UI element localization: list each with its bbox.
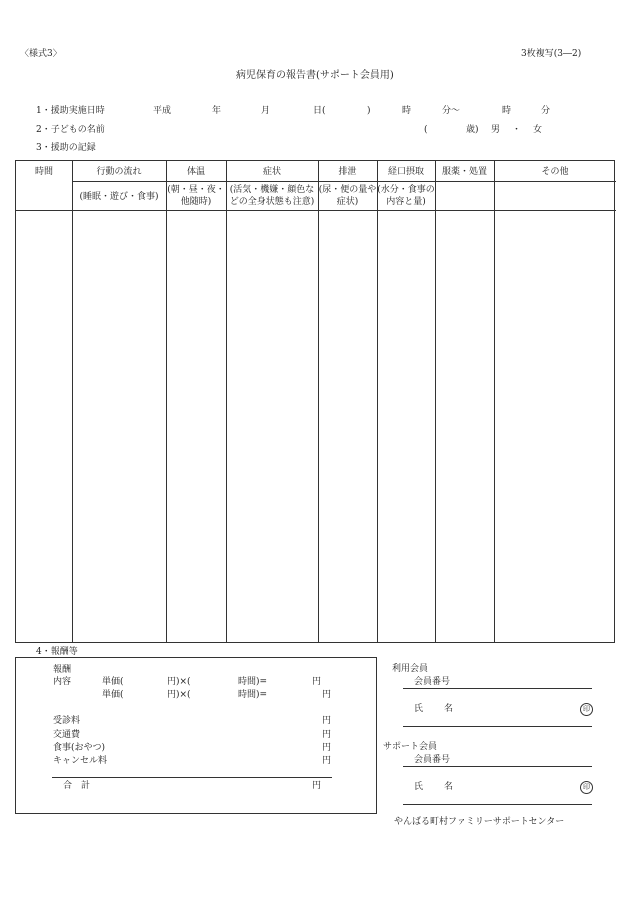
col-header-medication: 服薬・処置 [441, 167, 487, 177]
support-member-label: サポート会員 [383, 742, 438, 752]
header-bottom-line [16, 210, 616, 211]
yen-label: 円 [322, 756, 332, 766]
female-label: 女 [533, 125, 543, 135]
age-open: ( [424, 125, 428, 135]
col-header-intake: 経口摂取 [387, 167, 424, 177]
col-divider [494, 161, 495, 642]
excretion-note-2: 症状) [336, 197, 359, 207]
era-label: 平成 [153, 106, 172, 116]
separator-dot: ・ [512, 125, 522, 135]
month-label: 月 [261, 106, 271, 116]
col-divider [377, 161, 378, 642]
end-minute-label: 分 [541, 106, 551, 116]
day-label: 日( [313, 106, 326, 116]
col-header-excretion: 排泄 [338, 167, 357, 177]
start-minute-label: 分〜 [442, 106, 461, 116]
male-label: 男 [491, 125, 501, 135]
page-title: 病児保育の報告書(サポート会員用) [236, 70, 394, 81]
temperature-note-2: 他随時) [180, 197, 212, 207]
col-header-time: 時間 [34, 167, 53, 177]
form-number: 〈様式3〉 [20, 49, 62, 59]
age-label: 歳) [466, 125, 479, 135]
weekday-close: ) [367, 106, 371, 116]
support-member-number-label: 会員番号 [414, 755, 451, 765]
seal-mark: 印 [580, 781, 593, 794]
intake-note-2: 内容と量) [386, 197, 426, 207]
fee-label: 報酬 [53, 665, 72, 675]
user-name-line [403, 726, 592, 727]
organization-name: やんばる町村ファミリーサポートセンター [394, 817, 565, 827]
yen-label: 円 [322, 743, 332, 753]
end-hour-label: 時 [502, 106, 512, 116]
col-divider [226, 161, 227, 642]
yen-times-label: 円)×( [167, 690, 191, 700]
user-member-number-line [403, 688, 592, 689]
fee-item-medical: 受診料 [53, 716, 81, 726]
temperature-note-1: (朝・昼・夜・ [167, 185, 225, 195]
total-label-a: 合 [63, 781, 73, 791]
col-divider [166, 161, 167, 642]
fee-box [15, 657, 377, 814]
header-divider [72, 181, 616, 182]
yen-label: 円 [312, 781, 322, 791]
record-table [15, 160, 615, 643]
fee-item-transport: 交通費 [53, 730, 81, 740]
support-name-label-a: 氏 [414, 782, 424, 792]
yen-label: 円 [322, 716, 332, 726]
section2-label: 2・子どもの名前 [36, 125, 105, 135]
symptoms-note-1: (活気・機嫌・顔色な [229, 185, 315, 195]
support-name-line [403, 804, 592, 805]
fee-item-meal: 食事(おやつ) [53, 743, 106, 753]
hours-equals-label: 時間)= [238, 690, 268, 700]
col-divider [72, 161, 73, 642]
seal-mark: 印 [580, 703, 593, 716]
user-name-label-a: 氏 [414, 704, 424, 714]
section4-label: 4・報酬等 [36, 647, 78, 657]
intake-note-1: (水分・食事の [377, 185, 435, 195]
activity-note: (睡眠・遊び・食事) [79, 192, 159, 202]
support-member-number-line [403, 766, 592, 767]
start-hour-label: 時 [402, 106, 412, 116]
user-name-label-b: 名 [444, 704, 454, 714]
col-header-other: その他 [541, 167, 569, 177]
yen-label: 円 [322, 690, 332, 700]
total-label-b: 計 [81, 781, 91, 791]
unit-price-label: 単価( [102, 677, 124, 687]
col-header-symptoms: 症状 [262, 167, 281, 177]
col-divider [318, 161, 319, 642]
yen-times-label: 円)×( [167, 677, 191, 687]
hours-equals-label: 時間)= [238, 677, 268, 687]
col-header-activity: 行動の流れ [96, 167, 142, 177]
user-member-label: 利用会員 [392, 664, 429, 674]
col-divider [435, 161, 436, 642]
copy-count: 3枚複写(3―2) [521, 49, 582, 59]
symptoms-note-2: どの全身状態も注意) [229, 197, 315, 207]
section3-label: 3・援助の記録 [36, 143, 96, 153]
content-label: 内容 [53, 677, 72, 687]
yen-label: 円 [322, 730, 332, 740]
year-label: 年 [212, 106, 222, 116]
support-name-label-b: 名 [444, 782, 454, 792]
section1-label: 1・援助実施日時 [36, 106, 105, 116]
fee-item-cancel: キャンセル料 [53, 756, 108, 766]
total-rule [52, 777, 332, 778]
yen-label: 円 [312, 677, 322, 687]
user-member-number-label: 会員番号 [414, 677, 451, 687]
excretion-note-1: (尿・便の量や [318, 185, 377, 195]
unit-price-label: 単価( [102, 690, 124, 700]
col-header-temperature: 体温 [186, 167, 205, 177]
